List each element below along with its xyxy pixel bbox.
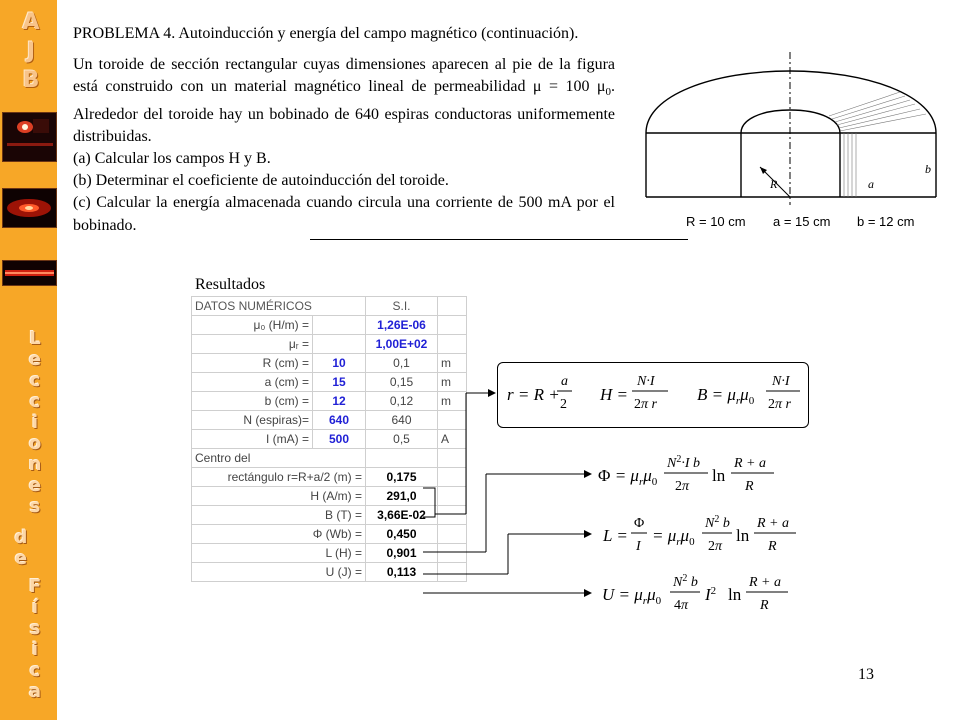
svg-text:2π r: 2π r: [768, 397, 791, 412]
equation-u: $U = \mu_r\mu_0$: [602, 585, 662, 607]
problem-statement: [73, 54, 615, 237]
figure-label-r: R: [770, 177, 778, 191]
laser-photo-3: [2, 260, 57, 286]
sidebar-title-letter: s: [29, 496, 41, 517]
sidebar-title-letter: e: [14, 548, 28, 569]
table-row: L (H) = 0,901: [192, 544, 467, 563]
sidebar-title-letter: c: [29, 370, 41, 391]
statement-text-b: . Alrededor del toroide hay un bobinado de 640 espiras conductoras uniformemente distribuidas.: [73, 78, 615, 145]
sidebar-title-letter: c: [29, 660, 41, 681]
svg-text:2π r: 2π r: [634, 397, 657, 412]
page-number: 13: [858, 666, 874, 683]
sidebar-title-letter: n: [28, 454, 42, 475]
logo-letter-j: J: [26, 39, 36, 64]
field-equations-box: [497, 362, 809, 428]
equation-phi: $\Phi = \mu_r\mu_0$: [598, 466, 658, 488]
dimension-r: R = 10 cm: [686, 214, 746, 229]
svg-text:N·I: N·I: [637, 374, 655, 389]
item-c: (c) Calcular la energía almacenada cuando circula una corriente de 500 mA por el bobinado.: [73, 194, 615, 234]
table-row: Centro del: [192, 449, 467, 468]
svg-text:N2·I b: $N^2\cdot I$ b: [667, 454, 701, 471]
svg-text:Φ: Φ: [634, 516, 645, 531]
sidebar-title-letter: d: [14, 527, 28, 548]
figure-label-b: b: [925, 162, 931, 176]
results-table: [191, 296, 467, 582]
svg-text:2: 2: [560, 397, 567, 412]
svg-text:R: R: [760, 598, 769, 613]
dimension-a: a = 15 cm: [773, 214, 831, 229]
svg-text:N·I: N·I: [772, 374, 790, 389]
table-row: U (J) = 0,113: [192, 563, 467, 582]
svg-text:I2: $I^2$: [705, 585, 717, 604]
dimension-b: b = 12 cm: [857, 214, 915, 229]
svg-text:N2 b: $N^2$ b: [705, 514, 730, 531]
svg-text:= μrμ0: = $\mu_r\mu_0$: [652, 526, 695, 548]
sidebar-title-letter: í: [31, 597, 39, 618]
svg-text:ln: ln: [712, 466, 726, 485]
statement-paragraph: [73, 54, 615, 148]
item-b: (b) Determinar el coeficiente de autoinducción del toroide.: [73, 172, 449, 190]
svg-text:R + a: R + a: [757, 516, 789, 531]
statement-text-a: Un toroide de sección rectangular cuyas dimensiones aparecen al pie de la figura está construido con un material magnético lineal de permeabilidad: [73, 56, 615, 96]
figure-label-a: a: [868, 177, 874, 191]
svg-text:R: R: [745, 479, 754, 494]
equation-h: H =: [600, 385, 628, 404]
svg-text:I: I: [636, 539, 641, 554]
equation-r: r = R +: [507, 385, 560, 404]
logo-letter-a: A: [22, 10, 40, 35]
sidebar-banner: [0, 0, 57, 720]
sidebar-title-letter: e: [28, 475, 42, 496]
sidebar-title-letter: e: [28, 349, 42, 370]
svg-text:ln: ln: [728, 585, 742, 604]
sidebar-title-letter: s: [29, 618, 41, 639]
sidebar-title-letter: c: [29, 391, 41, 412]
permeability-subscript: 0: [605, 86, 611, 99]
svg-text:4π: 4π: [674, 598, 689, 613]
header-si: S.I.: [366, 297, 438, 316]
svg-text:2π: 2π: [675, 479, 690, 494]
table-row: Φ (Wb) = 0,450: [192, 525, 467, 544]
svg-text:a: a: [561, 374, 568, 389]
problem-title: PROBLEMA 4. Autoinducción y energía del campo magnético (continuación).: [73, 25, 579, 42]
sidebar-title-letter: F: [28, 576, 42, 597]
table-row: a (cm) = 15 0,15 m: [192, 373, 467, 392]
svg-text:2π: 2π: [708, 539, 723, 554]
sidebar-title-letter: L: [29, 328, 41, 349]
toroid-inner-edge: [741, 110, 840, 133]
results-heading: Resultados: [195, 276, 266, 293]
laser-photo-2: [2, 188, 57, 228]
laser-photo-1: [2, 112, 57, 162]
table-row: b (cm) = 12 0,12 m: [192, 392, 467, 411]
header-label: DATOS NUMÉRICOS: [192, 297, 366, 316]
equation-l: L =: [603, 526, 628, 545]
svg-text:R + a: R + a: [734, 456, 766, 471]
table-row: B (T) = 3,66E-02: [192, 506, 467, 525]
permeability-expression: μ = 100 μ: [532, 78, 606, 96]
table-row: μᵣ = 1,00E+02: [192, 335, 467, 354]
sidebar-title-letter: o: [28, 433, 42, 454]
svg-text:R + a: R + a: [749, 575, 781, 590]
table-row: N (espiras)= 640 640: [192, 411, 467, 430]
table-row: μ₀ (H/m) = 1,26E-06: [192, 316, 467, 335]
separator-line: [310, 239, 688, 240]
equation-b: $B = \mu_r\mu_0$: [697, 385, 755, 407]
svg-text:R: R: [768, 539, 777, 554]
item-a: (a) Calcular los campos H y B.: [73, 150, 271, 167]
table-row: H (A/m) = 291,0: [192, 487, 467, 506]
sidebar-title-letter: i: [31, 412, 39, 433]
table-header: [192, 297, 467, 316]
toroid-outer-edge: [646, 71, 936, 133]
sidebar-title-letter: i: [31, 639, 39, 660]
table-row: I (mA) = 500 0,5 A: [192, 430, 467, 449]
table-row: rectángulo r=R+a/2 (m) = 0,175: [192, 468, 467, 487]
table-row: R (cm) = 10 0,1 m: [192, 354, 467, 373]
svg-text:N2 b: $N^2$ b: [673, 573, 698, 590]
svg-text:ln: ln: [736, 526, 750, 545]
sidebar-title-letter: a: [28, 681, 42, 702]
logo-letter-b: B: [22, 68, 40, 93]
